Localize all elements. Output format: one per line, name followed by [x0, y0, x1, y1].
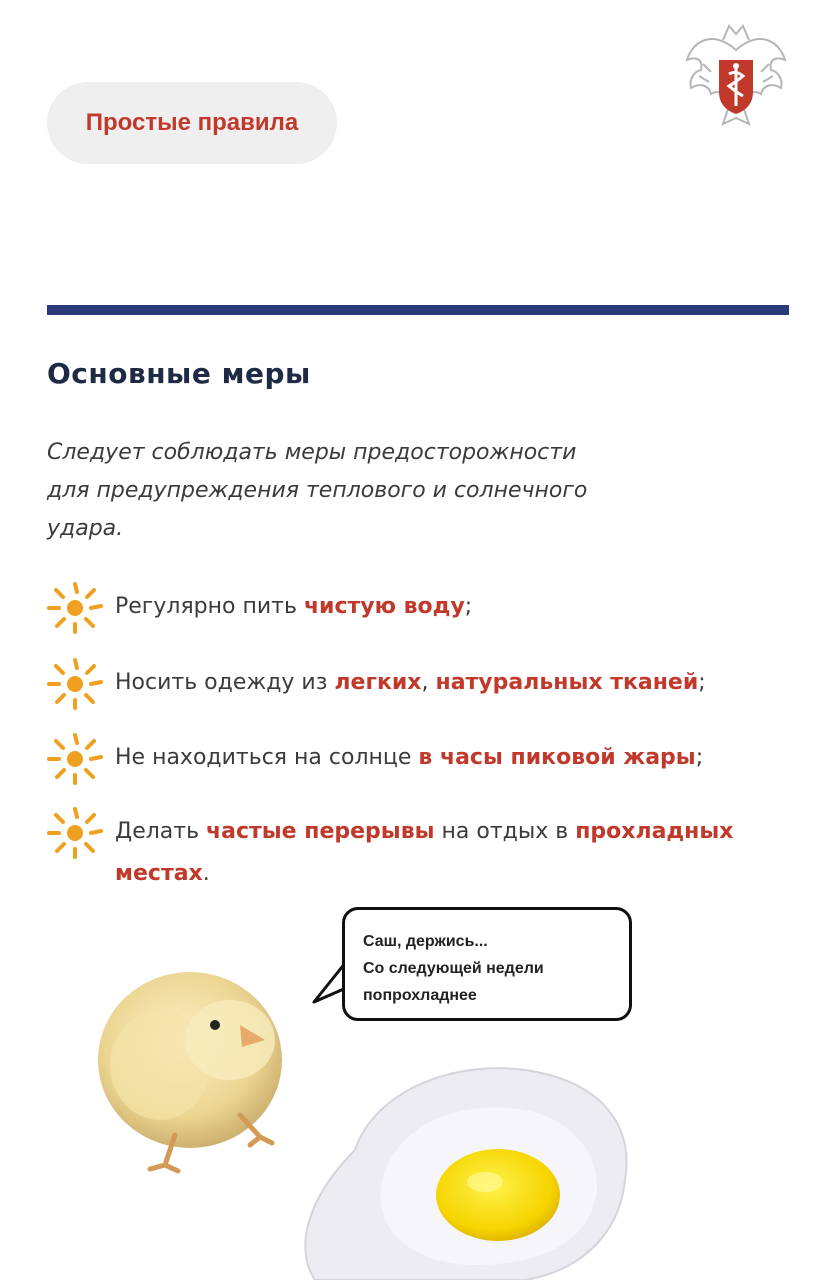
speech-bubble [342, 907, 632, 1021]
sun-icon [45, 578, 105, 638]
measure-plain: на отдых в [434, 819, 576, 844]
measure-plain: Регулярно пить [115, 594, 304, 619]
measure-plain: . [202, 861, 210, 886]
measure-text [115, 586, 815, 628]
measure-plain: , [421, 670, 436, 695]
measure-plain: Не находиться на солнце [115, 745, 419, 770]
simple-rules-badge [47, 82, 337, 164]
intro-line: удара. [47, 516, 124, 541]
section-intro [47, 434, 747, 548]
sun-icon [45, 654, 105, 714]
speech-text [363, 928, 625, 1009]
measure-plain: ; [698, 670, 706, 695]
intro-line: для предупреждения теплового и солнечного [47, 478, 588, 503]
measure-highlight: натуральных тканей [435, 670, 699, 695]
chick-image [90, 945, 295, 1175]
measure-highlight: чистую воду [303, 594, 465, 619]
measure-plain: ; [695, 745, 704, 770]
measure-plain: Делать [115, 819, 207, 844]
measure-highlight: легких [334, 670, 422, 695]
sun-icon [45, 803, 105, 863]
sun-icon [45, 729, 105, 789]
speech-line: попрохладнее [363, 987, 477, 1004]
badge-label: Простые правила [85, 109, 299, 136]
measure-plain: Носить одежду из [115, 670, 335, 695]
speech-line: Со следующей недели [363, 960, 544, 977]
measure-text [115, 662, 815, 704]
measure-highlight: прохладных [575, 819, 734, 844]
ministry-emblem-icon [683, 20, 789, 134]
fried-egg-image [295, 1060, 640, 1280]
speech-line: Саш, держись... [363, 933, 488, 950]
measure-plain: ; [464, 594, 473, 619]
section-divider [47, 305, 789, 315]
measure-text [115, 737, 815, 779]
measure-highlight: местах [115, 861, 203, 886]
measure-text [115, 811, 815, 895]
intro-line: Следует соблюдать меры предосторожности [47, 440, 577, 465]
section-title: Основные меры [47, 357, 311, 390]
measure-highlight: частые перерывы [206, 819, 435, 844]
measure-highlight: в часы пиковой жары [418, 745, 696, 770]
